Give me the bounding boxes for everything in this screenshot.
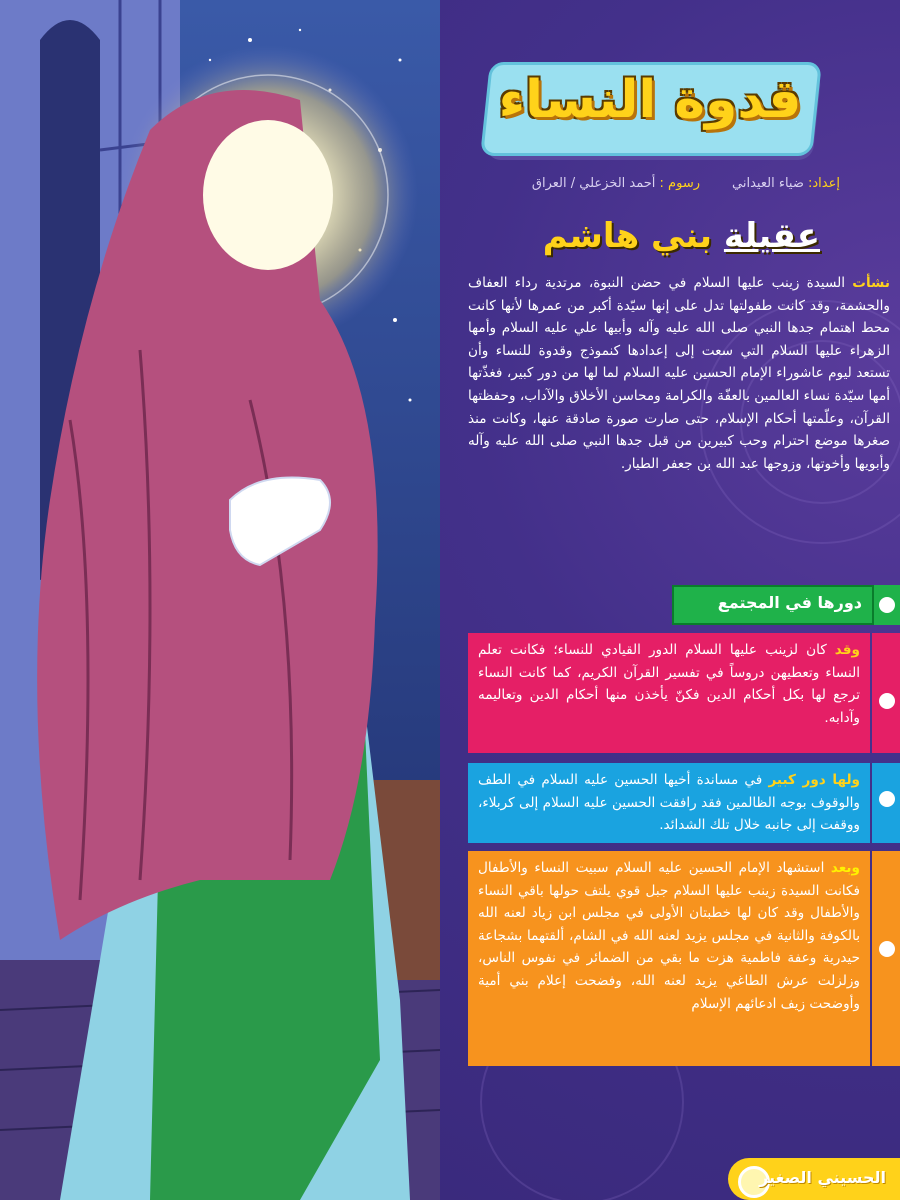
heading-word-1: عقيلة xyxy=(723,216,820,256)
role-box-after xyxy=(468,851,870,1066)
box-text: في مساندة أخيها الحسين عليه السلام في الطف والوقوف بوجه الظالمين فقد رافقت الحسين عليه السلام إلى كربلاء، ووقفت إلى جانبه خلال تلك الشدائد. xyxy=(478,772,860,834)
box-text: كان لزينب عليها السلام الدور القيادي للنساء؛ فكانت تعلم النساء وتعطيهن دروساً في تفسير القرآن الكريم، كما كانت النساء ترجع لها بكل أحكام الدين فكنّ يأخذن منها أحكام الدين وتعاليمه وآدابه. xyxy=(478,642,860,726)
box-first-word: وبعد xyxy=(830,860,860,876)
illustration xyxy=(0,0,440,1200)
bullet-dot xyxy=(879,941,895,957)
author-credit xyxy=(732,176,840,191)
intro-text: السيدة زينب عليها السلام في حضن النبوة، مرتدية رداء العفاف والحشمة، وقد كانت طفولتها تدل على إنها سيّدة أكبر من عمرها لأنها كانت محط اهتمام جدها النبي صلى الله عليه وآله وأبيها علي عليه السلام وأمها الزهراء عليها السلام التي سعت إلى إعدادها كنموذج وقدوة للنساء وأن تستعد ليوم عاشوراء الإمام الحسين عليه السلام لما لها من دور كبير، فغذّتها أمها سيّدة نساء العالمين بالعفّة والكرامة ومحاسن الأخلاق والآداب، وحفظتها القرآن، وعلّمتها أحكام الإسلام، حتى صارت صورة صادقة عنها، وكانت منذ صغرها موضع احترام وحب كبيرين من قبل جدها النبي صلى الله عليه وآله وأبويها وأخوتها، وزوجها عبد الله بن جعفر الطيار. xyxy=(468,275,890,472)
magazine-logo xyxy=(728,1158,900,1200)
page-title: قدوة النساء xyxy=(498,70,802,130)
intro-paragraph xyxy=(468,272,890,475)
illustrator-name: أحمد الخزعلي / العراق xyxy=(531,176,656,191)
box-text: استشهاد الإمام الحسين عليه السلام سبيت النساء والأطفال فكانت السيدة زينب عليها السلام جبل قوي يلتف حولها باقي النساء والأطفال وقد كان لها خطبتان الأولى في مجلس ابن زياد لعنه الله بالكوفة والثانية في مجلس يزيد لعنه الله في الشام، ألقتهما بشجاعة حيدرية وعفة فاطمية هزت ما بقي من الضمائر في نفوس الناس، وزلزلت عرش الطاغي يزيد لعنه الله، وفضحت إعلام بني أمية وأوضحت زيف ادعائهم الإسلام xyxy=(478,860,860,1012)
illustrator-label: رسوم : xyxy=(659,176,700,191)
box-first-word: ولها دور كبير xyxy=(768,772,860,788)
illustrator-credit xyxy=(532,176,700,191)
bullet-dot xyxy=(879,693,895,709)
author-name: ضياء العيداني xyxy=(732,176,804,191)
logo-text: الحسيني الصغير xyxy=(759,1168,886,1187)
bullet-dot xyxy=(879,791,895,807)
box-first-word: وقد xyxy=(834,642,860,658)
section-strip-green xyxy=(872,585,900,625)
article-heading xyxy=(543,216,820,256)
author-label: إعداد: xyxy=(808,176,840,191)
role-box-karbala xyxy=(468,763,870,843)
title-banner xyxy=(485,58,825,166)
section-strip-orange xyxy=(872,851,900,1066)
section-title-bar xyxy=(672,585,874,625)
role-box-teaching xyxy=(468,633,870,753)
intro-first-word: نشأت xyxy=(852,275,890,291)
section-title: دورها في المجتمع xyxy=(717,593,862,612)
bullet-dot xyxy=(879,597,895,613)
heading-word-2: بني هاشم xyxy=(542,216,713,256)
section-strip-pink xyxy=(872,633,900,753)
section-strip-blue xyxy=(872,763,900,843)
